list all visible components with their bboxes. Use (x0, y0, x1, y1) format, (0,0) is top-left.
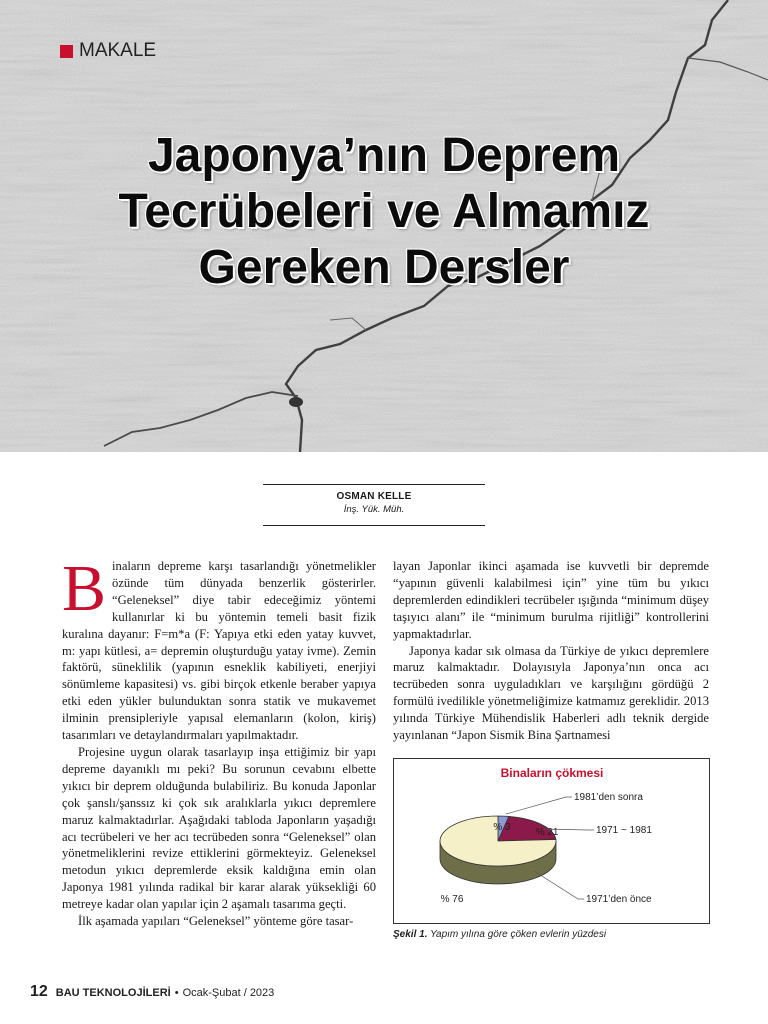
paragraph-4: layan Japonlar ikinci aşamada ise kuvvetli bir depremde “yapının güvenli kalabilmesi için” yine tüm bu yıkıcı depremlerden edindikleri tecrübeler ışığında “minimum düşey taşıyıcı alanı” ile “minimum burulma rijitliği” kontrollerini yapmaktadırlar. (393, 559, 709, 641)
section-tag-label: MAKALE (79, 40, 157, 61)
article-title (0, 128, 768, 296)
drop-cap: B (62, 552, 107, 625)
pie-category-label-2: 1971’den önce (586, 894, 652, 905)
page-number: 12 (30, 983, 48, 1000)
title-line-2: Tecrübeleri ve Almamız (118, 185, 650, 238)
chart-title: Binaların çökmesi (500, 766, 604, 780)
section-tag (60, 40, 156, 62)
text-column-right (393, 558, 709, 744)
hero-image (0, 0, 768, 452)
figure-caption (393, 929, 713, 940)
pie-value-label-0: % 3 (493, 822, 511, 833)
paragraph-1-text: inaların depreme karşı tasarlandığı yönetmelikler özünde tüm dünyada benzerlik gösterirler. “Geleneksel” diye tabir edeceğimiz yöntemi kullanırlar ki bu yöntemin temeli basit fizik kuralına dayanır: F=m*a (F: Yapıya etki eden yatay kuvvet, m: yapı kütlesi, a= depremin oluşturduğu yatay ivme). Zemin faktörü, süneklilik (yapının esneklik kabiliyeti, enerjiyi sönümleme kapasitesi) vs. gibi birçok etkenle beraber yapıya etki eden yükler bulunduktan sonra statik ve mukavemet ilminin prensipleriyle yapısal elemanların (kolon, kiriş) tasarımları ve detaylandırmaları yapılmaktadır. (62, 559, 376, 743)
title-line-3: Gereken Dersler (198, 241, 570, 294)
footer-bullet: • (174, 987, 179, 999)
pie-chart-figure (393, 758, 710, 924)
title-line-1: Japonya’nın Deprem (147, 129, 621, 182)
pie-chart (394, 759, 709, 923)
pie-leader-line-0 (506, 797, 572, 814)
caption-text: Yapım yılına göre çöken evlerin yüzdesi (430, 929, 607, 940)
pie-value-label-2: % 76 (440, 894, 464, 905)
pie-value-label-1: % 21 (535, 827, 559, 838)
paragraph-2: Projesine uygun olarak tasarlayıp inşa ettiğimiz bir yapı depreme dayanıklı mı peki? Bu sorunun cevabını elbette yıkıcı bir deprem olduğunda bulabiliriz. Bu konuda Japonlar çok şanslı/şanssız ki çok sık aralıklarla yıkıcı depremlere maruz kalmaktadırlar. Aşağıdaki tabloda Japonların yaşadığı acı tecrübeleri ve her acı tecrübeden sonra “Geleneksel” olan yönetmeliklerini revize ettiklerini görmekteyiz. Geleneksel metodun yıkıcı depremlerde eksik kaldığına emin olan Japonya 1981 yılında radikal bir karar alarak yüksekliği 60 metreye kadar olan yapılar için 2 aşamalı tasarıma geçti. (62, 744, 376, 912)
paragraph-1 (62, 552, 376, 744)
pie-category-label-0: 1981’den sonra (574, 792, 643, 803)
author-name: OSMAN KELLE (336, 491, 412, 502)
magazine-name: BAU TEKNOLOJİLERİ (55, 987, 171, 999)
author-role: İnş. Yük. Müh. (343, 504, 405, 515)
paragraph-3: İlk aşamada yapıları “Geleneksel” yönteme göre tasar- (78, 914, 354, 929)
pie-category-label-1: 1971 ~ 1981 (596, 825, 652, 836)
issue-date: Ocak-Şubat / 2023 (182, 987, 275, 999)
paragraph-5: Japonya kadar sık olmasa da Türkiye de yıkıcı depremlere maruz kalmaktadır. Dolayısıyla Japonya’nın onca acı tecrübeden sonra uyguladıkları ve karşılığını gördüğü 2 formülü ivedilikle yönetmeliğimize katmamız gereklidir. 2013 yılında Türkiye Mühendislik Haberleri adlı teknik dergide yayınlanan “Japon Sismik Bina Şartnamesi (393, 643, 709, 743)
section-tag-square-icon (60, 45, 73, 58)
author-byline (263, 484, 485, 526)
page-footer (30, 983, 274, 1001)
text-column-left (62, 552, 376, 930)
caption-label: Şekil 1. (393, 929, 428, 940)
